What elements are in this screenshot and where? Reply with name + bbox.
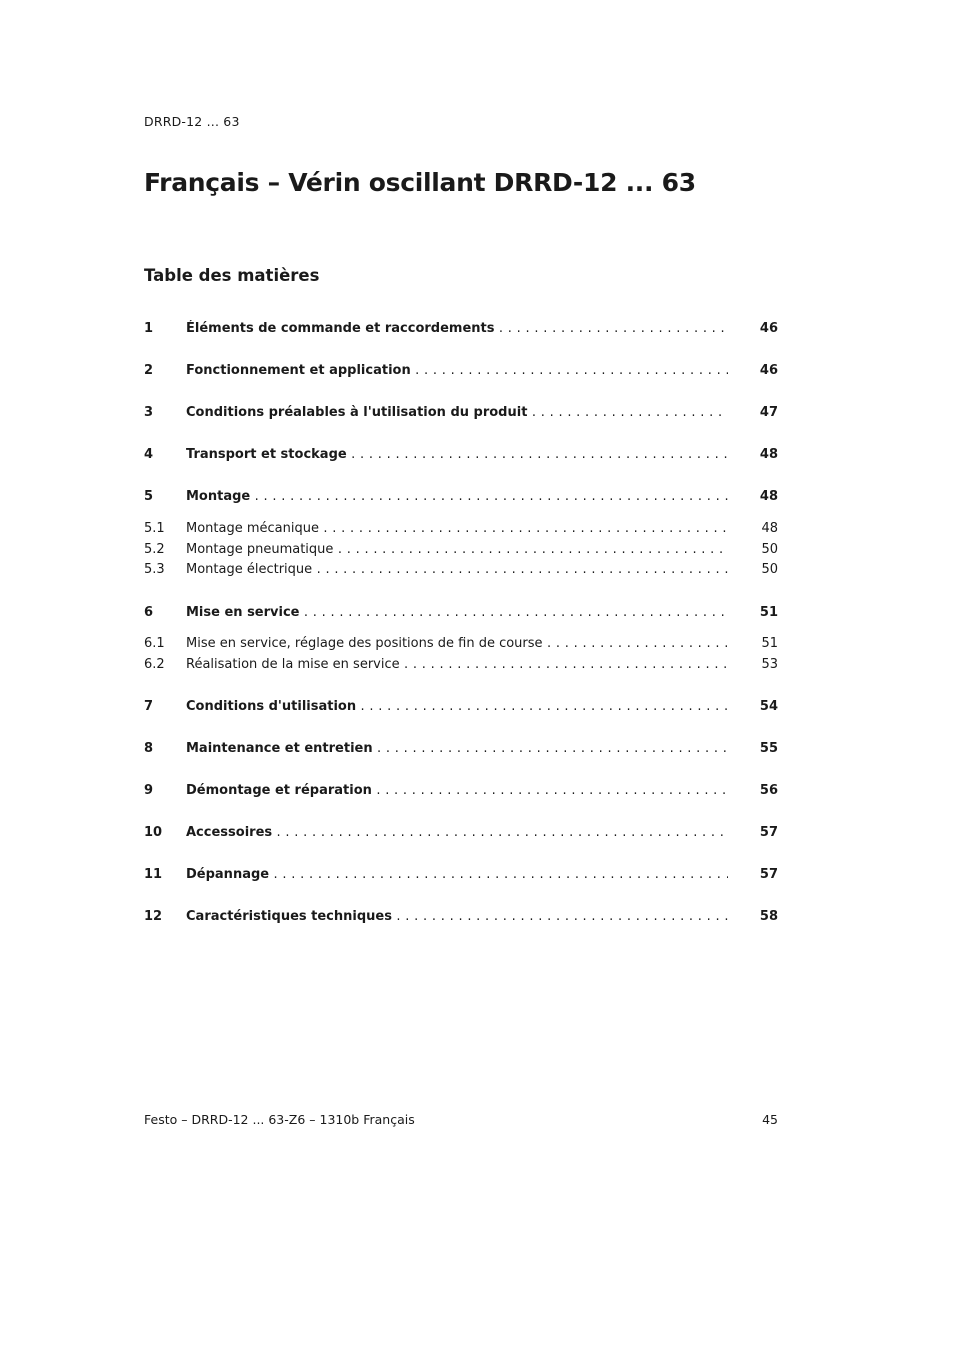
toc-entry-number: 4 bbox=[144, 447, 154, 462]
toc-entry-6-2[interactable] bbox=[144, 656, 778, 674]
toc-entry-number: 6 bbox=[144, 605, 154, 620]
page-footer bbox=[144, 1111, 778, 1129]
toc-entry-label: Montage . . . bbox=[186, 488, 728, 506]
toc-entry-8[interactable] bbox=[144, 740, 778, 758]
toc-entry-6-1[interactable] bbox=[144, 635, 778, 653]
toc-entry-6[interactable] bbox=[144, 604, 778, 622]
toc-entry-number: 1 bbox=[144, 321, 154, 336]
toc-entry-number: 5.3 bbox=[144, 562, 165, 577]
toc-entry-5[interactable] bbox=[144, 488, 778, 506]
toc-entry-page: 46 bbox=[759, 321, 778, 336]
toc-entry-number: 6.1 bbox=[144, 636, 165, 651]
toc-entry-label: Maintenance et entretien . . . bbox=[186, 740, 728, 758]
toc-entry-5-3[interactable] bbox=[144, 561, 778, 579]
table-of-contents bbox=[144, 0, 778, 1000]
toc-entry-number: 5 bbox=[144, 489, 154, 504]
toc-entry-label: Caractéristiques techniques . . . bbox=[186, 908, 728, 926]
toc-entry-label: Mise en service . . . bbox=[186, 604, 728, 622]
toc-entry-label: Éléments de commande et raccordements . . . bbox=[186, 320, 728, 338]
toc-entry-page: 57 bbox=[759, 867, 778, 882]
toc-entry-9[interactable] bbox=[144, 782, 778, 800]
toc-entry-3[interactable] bbox=[144, 404, 778, 422]
toc-entry-page: 54 bbox=[759, 699, 778, 714]
toc-entry-number: 12 bbox=[144, 909, 163, 924]
toc-entry-page: 57 bbox=[759, 825, 778, 840]
toc-entry-page: 58 bbox=[759, 909, 778, 924]
toc-entry-label: Montage électrique . . . bbox=[186, 561, 728, 579]
toc-entry-number: 5.2 bbox=[144, 542, 165, 557]
running-head: DRRD-12 ... 63 bbox=[144, 114, 240, 129]
toc-entry-page: 46 bbox=[759, 363, 778, 378]
toc-entry-number: 7 bbox=[144, 699, 154, 714]
toc-entry-page: 51 bbox=[759, 605, 778, 620]
toc-entry-page: 48 bbox=[761, 521, 778, 536]
page-title: Français – Vérin oscillant DRRD-12 ... 63 bbox=[144, 168, 696, 197]
toc-entry-2[interactable] bbox=[144, 362, 778, 380]
toc-entry-page: 53 bbox=[761, 657, 778, 672]
toc-entry-5-1[interactable] bbox=[144, 520, 778, 538]
toc-entry-page: 55 bbox=[759, 741, 778, 756]
toc-entry-number: 9 bbox=[144, 783, 154, 798]
toc-entry-page: 51 bbox=[761, 636, 778, 651]
toc-entry-11[interactable] bbox=[144, 866, 778, 884]
toc-entry-10[interactable] bbox=[144, 824, 778, 842]
toc-entry-12[interactable] bbox=[144, 908, 778, 926]
toc-entry-label: Mise en service, réglage des positions de fin de course . . . bbox=[186, 635, 728, 653]
toc-entry-label: Montage pneumatique . . . bbox=[186, 541, 728, 559]
toc-entry-5-2[interactable] bbox=[144, 541, 778, 559]
toc-entry-number: 11 bbox=[144, 867, 163, 882]
toc-entry-label: Conditions d'utilisation . . . bbox=[186, 698, 728, 716]
toc-entry-number: 10 bbox=[144, 825, 163, 840]
toc-entry-label: Transport et stockage . . . bbox=[186, 446, 728, 464]
toc-entry-page: 47 bbox=[759, 405, 778, 420]
toc-entry-number: 6.2 bbox=[144, 657, 165, 672]
toc-entry-1[interactable] bbox=[144, 320, 778, 338]
toc-entry-7[interactable] bbox=[144, 698, 778, 716]
toc-entry-label: Montage mécanique . . . bbox=[186, 520, 728, 538]
toc-entry-page: 48 bbox=[759, 447, 778, 462]
toc-entry-number: 8 bbox=[144, 741, 154, 756]
toc-entry-4[interactable] bbox=[144, 446, 778, 464]
toc-entry-label: Conditions préalables à l'utilisation du produit . . . bbox=[186, 404, 728, 422]
toc-entry-number: 2 bbox=[144, 363, 154, 378]
toc-entry-page: 50 bbox=[761, 562, 778, 577]
toc-entry-label: Accessoires . . . bbox=[186, 824, 728, 842]
footer-document-reference: Festo – DRRD-12 ... 63-Z6 – 1310b Français bbox=[144, 1112, 415, 1127]
toc-entry-label: Réalisation de la mise en service . . . bbox=[186, 656, 728, 674]
footer-page-number: 45 bbox=[762, 1112, 778, 1127]
toc-heading: Table des matières bbox=[144, 266, 320, 285]
toc-entry-page: 56 bbox=[759, 783, 778, 798]
toc-entry-label: Démontage et réparation . . . bbox=[186, 782, 728, 800]
toc-entry-label: Fonctionnement et application . . . bbox=[186, 362, 728, 380]
toc-entry-number: 3 bbox=[144, 405, 154, 420]
toc-entry-label: Dépannage . . . bbox=[186, 866, 728, 884]
toc-entry-number: 5.1 bbox=[144, 521, 165, 536]
toc-entry-page: 48 bbox=[759, 489, 778, 504]
toc-entry-page: 50 bbox=[761, 542, 778, 557]
